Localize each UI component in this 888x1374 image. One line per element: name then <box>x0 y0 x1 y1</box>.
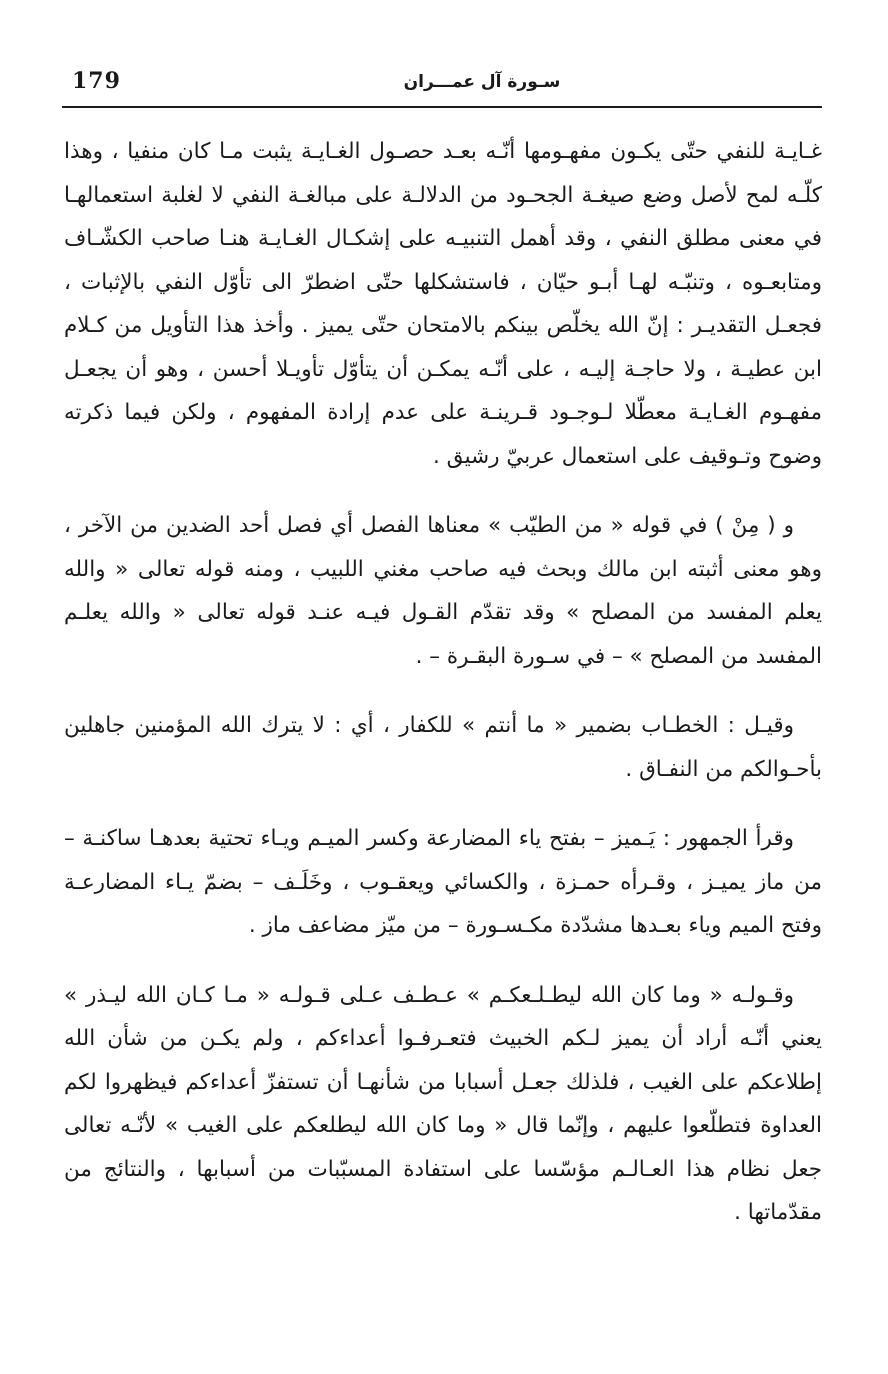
paragraph-1: غـايـة للنفي حتّى يكـون مفهـومها أنّـه بعـد حصـول الغـايـة يثبت مـا كان منفيا ، وهذا كلّـه لمح لأصل وضع صيغـة الجحـود من الدلالـة على مبالغـة النفي لا لغلبة استعمالهـا في معنى مطلق النفي ، وقد أهمل التنبيـه على إشكـال الغـايـة هنـا صاحب الكشّـاف ومتابعـوه ، وتنبّـه لهـا أبـو حيّان ، فاستشكلها حتّى اضطرّ الى تأوّل النفي بالإثبات ، فجعـل التقديـر : إنّ الله يخلّص بينكم بالامتحان حتّى يميز . وأخذ هذا التأويل من كـلام ابن عطيـة ، ولا حاجـة إليـه ، على أنّـه يمكـن أن يتأوّل تأويـلا أحسن ، وهو أن يجعـل مفهـوم الغـايـة معطّلا لـوجـود قـرينـة على عدم إرادة المفهوم ، ولكن فيما ذكرته وضوح وتـوقيف على استعمال عربيّ رشيق . <box>64 139 822 469</box>
paragraph-3: وقيـل : الخطـاب بضمير « ما أنتم » للكفار ، أي : لا يترك الله المؤمنين جاهلين بأحـوالكم من النفـاق . <box>64 713 822 782</box>
paragraph-5: وقـولـه « وما كان الله ليطـلـعكـم » عـطـف عـلى قـولـه « مـا كـان الله ليـذر » يعني أنّـه أراد أن يميز لـكم الخبيث فتعـرفـوا أعداءكم ، ولم يكـن من شأن الله إطلاعكم على الغيب ، فلذلك جعـل أسبابا من شأنهـا أن تستفزّ أعداءكم فيظهروا لكم العداوة فتطلّعوا عليهم ، وإنّما قال « وما كان الله ليطلعكم على الغيب » لأنّـه تعالى جعل نظام هذا العـالـم مؤسّسا على استفادة المسبّبات من أسبابها ، والنتائج من مقدّماتها . <box>64 982 822 1225</box>
page-number: 179 <box>72 68 121 94</box>
paragraph-2: و ( مِنْ ) في قوله « من الطيّب » معناها الفصل أي فصل أحد الضدين من الآخر ، وهو معنى أثبته ابن مالك وبحث فيه صاحب مغني اللبيب ، ومنه قوله تعالى « والله يعلم المفسد من المصلح » وقد تقدّم القـول فيـه عنـد قوله تعالى « والله يعلـم المفسد من المصلح » – في سـورة البقـرة – . <box>64 513 822 669</box>
running-title: سـورة آل عمـــران <box>403 72 561 92</box>
page-body <box>64 130 822 1235</box>
page-header <box>62 62 822 108</box>
paragraph-4: وقرأ الجمهور : يَـميز – بفتح ياء المضارعة وكسر الميـم ويـاء تحتية بعدهـا ساكنـة – من ماز يميـز ، وقـرأه حمـزة ، والكسائي ويعقـوب ، وخَلَـف – بضمّ يـاء المضارعـة وفتح الميم وياء بعـدها مشدّدة مكـسـورة – من ميّز مضاعف ماز . <box>64 826 822 938</box>
